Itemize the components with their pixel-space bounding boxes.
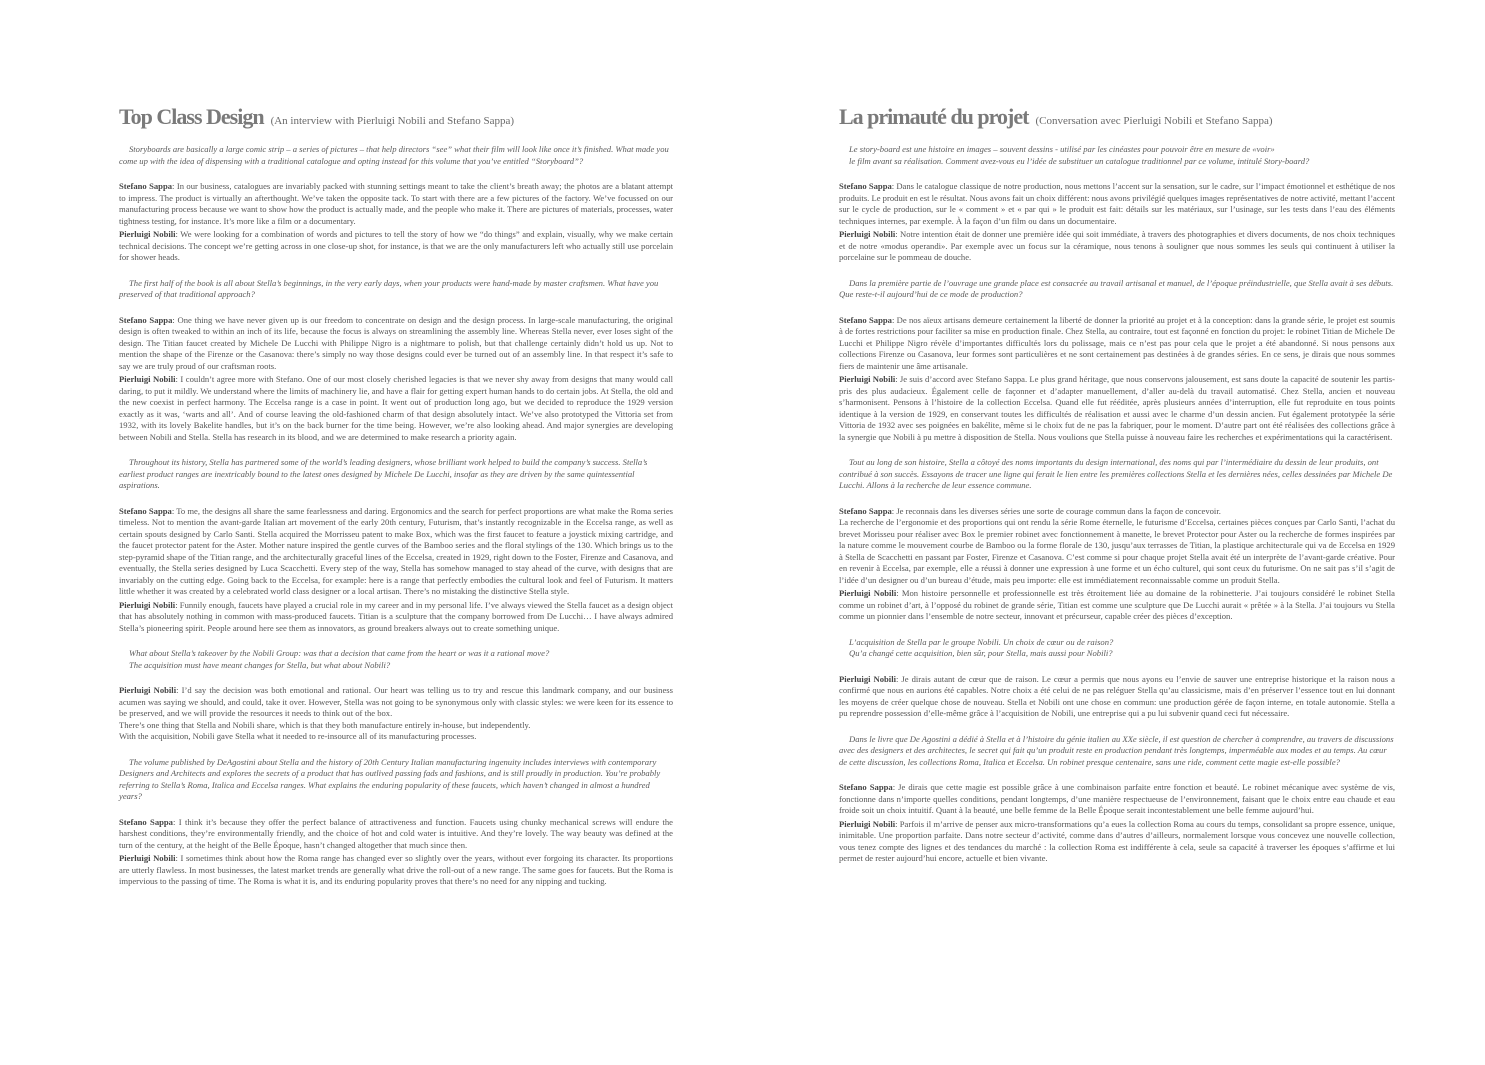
speaker-name: Pierluigi Nobili	[839, 229, 896, 239]
answer-text: : De nos aïeux artisans demeure certainement la liberté de donner la priorité au projet et à la conception: dans la grande série, le projet est soumis à de fortes restrictions pour faciliter sa mise en production finale. Chez Stella, au contraire, tout est façonné en fonction du projet: le robinet Titian de Michele De Lucchi et Philippe Nigro révèle d’importantes difficultés lors du polissage, mais ce n’est pas pour cela que le projet a été abandonné. Si nous pensons aux collections Firenze ou Casanova, leur formes sont particulières et ne sont certainement pas destinées à de grandes séries. En ce sens, je dirais que nous sommes fiers de maintenir une âme artisanale.	[839, 314, 1395, 371]
speaker-name: Stefano Sappa	[839, 314, 892, 325]
answer-text: : I’d say the decision was both emotional and rational. Our heart was telling us to try and rescue this landmark company, and our business acumen was saying we should, and could, take it over. However, Stella was not going to be synonymous only with classic styles: we were keen for its essence to be preserved, and we will provide the resources it needs to think out of the box.	[119, 685, 673, 718]
interview-answer	[839, 229, 1395, 264]
answer-text: : We were looking for a combination of words and pictures to tell the story of how we “do things” and explain, visually, why we make certain technical decisions. The concept we’re getting across in one close-up shot, for instance, is that we are the only manufacturers left who actually still use porcelain for shower heads.	[119, 229, 673, 262]
interview-answer	[119, 817, 673, 852]
interview-question: Tout au long de son histoire, Stella a côtoyé des noms importants du design international, des noms qui par l’intermédiaire du dessin de leur produits, ont contribué à son succès. Essayons de tracer une ligne qui ferait le lien entre les premières collections Stella et les dernières nées, celles dessinées par Michele De Lucchi. Allons à la recherche de leur essence commune.	[839, 457, 1393, 490]
answer-text: : Je reconnais dans les diverses séries une sorte de courage commun dans la façon de concevoir.	[891, 505, 1221, 516]
interview-question	[119, 648, 673, 671]
interview-answer	[839, 782, 1395, 817]
title-subtitle: (Conversation avec Pierluigi Nobili et Stefano Sappa)	[1035, 115, 1273, 127]
speaker-name: Pierluigi Nobili	[119, 853, 176, 863]
page-title	[119, 100, 673, 134]
interview-answer	[839, 588, 1395, 623]
answer-text: : One thing we have never given up is our freedom to concentrate on design and the design process. In large-scale manufacturing, the original design is often tweaked to within an inch of its life, because the focus is always on streamlining the assembly line. Whereas Stella never, ever loses sight of the design. The Titian faucet created by Michele De Lucchi with Philippe Nigro is a nightmare to polish, but that challenge certainly didn’t hold us up. Not to mention the shape of the Firenze or the Casanova: there’s simply no way those designs could ever be turned out of an assembly line. In that respect it’s safe to say we are truly proud of our craftsman roots.	[119, 314, 673, 371]
title-main: Top Class Design	[119, 104, 264, 129]
answer-text: : Parfois il m’arrive de penser aux micro-transformations qu’a eues la collection Roma au cours du temps, consolidant sa propre essence, unique, inimitable. Une proportion parfaite. Dans notre secteur d’activité, comme dans d’autres d’ailleurs, normalement lorsque vous concevez une nouvelle collection, vous tenez compte des lignes et des tendances du marché : la collection Roma est indifférente à cela, seule sa capacité à traverser les époques s’affirme et lui permet de rester aujourd’hui encore, actuelle et bien vivante.	[839, 818, 1395, 863]
answer-text: : I think it’s because they offer the perfect balance of attractiveness and function. Faucets using chunky mechanical screws will endure the harshest conditions, they’re environmentally friendly, and the choice of hot and cold water is intuitive. And they’re lovely. The way beauty was defined at the turn of the century, at the height of the Belle Époque, hasn’t changed altogether that much since then.	[119, 816, 673, 850]
interview-answer	[119, 506, 673, 598]
interview-answer	[119, 181, 673, 227]
answer-text: : Notre intention était de donner une première idée qui soit immédiate, à travers des photographies et divers documents, de nos choix techniques et de notre «modus operandi». Par exemple avec un focus sur la céramique, nous tenons à souligner que nous sommes les seuls qui continuent à utiliser la porcelaine sur le pommeau de douche.	[839, 229, 1395, 262]
question-line: L’acquisition de Stella par le groupe Nobili. Un choix de cœur ou de raison?	[849, 636, 1114, 647]
interview-answer	[119, 685, 673, 743]
answer-line: La recherche de l’ergonomie et des proportions qui ont rendu la série Rome éternelle, le futurisme d’Eccelsa, certaines pièces conçues par Carlo Santi, l’achat du brevet Morisseu pour réaliser avec Box le premier robinet avec fonctionnement à manette, le brevet Protector pour Aster ou la recherche de formes inspirées par la nature comme le mouvement courbe de Bamboo ou la forme florale de 130, jusqu’aux terrasses de Titian, la plastique architecturale qui va de Eccelsa en 1929 à Stella de Scacchetti en passant par Foster, Firenze et Casanova. C’est comme si pour chaque projet Stella avait été un interprète de l’avant-garde créative. Pour en revenir à Eccelsa, par exemple, elle a réussi à donner une expression à une forme et un écho culturel, qui sont ceux du futurisme. On ne sait pas s’il s’agit de l’idée d’un designer ou d’un bureau d’étude, mais peu importe: elle est immédiatement reconnaissable comme un produit Stella.	[839, 517, 1395, 585]
speaker-name: Pierluigi Nobili	[839, 673, 896, 684]
answer-text: : Mon histoire personnelle et professionnelle est très étroitement liée au domaine de la robinetterie. J’ai toujours considéré le robinet Stella comme un robinet d’art, à l’opposé du robinet de grande série, Titian est comme une sculpture que De Lucchi aurait « prêtée » à la Stella. J’ai toujours vu Stella comme un pionnier dans l’ensemble de notre secteur, innovant et précurseur, capable créer des pièces d’exception.	[839, 588, 1395, 621]
interview-answer	[839, 315, 1395, 373]
answer-text: : I sometimes think about how the Roma range has changed ever so slightly over the years, without ever forgoing its character. Its proportions are utterly flawless. In most businesses, the latest market trends are generally what drive the roll-out of a new range. The same goes for faucets. But the Roma is impervious to the passing of time. The Roma is what it is, and its enduring popularity proves that there’s no need for any nipping and tucking.	[119, 853, 673, 886]
title-subtitle: (An interview with Pierluigi Nobili and Stefano Sappa)	[270, 115, 515, 127]
answer-text: : Je dirais autant de cœur que de raison. Le cœur a permis que nous ayons eu l’envie de sauver une entreprise historique et la raison nous a confirmé que nous en aurions été capables. Notre choix a été celui de ne pas reléguer Stella qu’au classicisme, mais d’en préserver l’essence tout en lui donnant les moyens de créer quelque chose de nouveau. Stella et Nobili ont une chose en commun: une production gérée de façon interne, en totale autonomie. Stella a pu reprendre possession d’elle-même grâce à l’acquisition de Nobili, une entreprise qui a pu lui subvenir quand ceci fut nécessaire.	[839, 673, 1395, 718]
answer-text: : Dans le catalogue classique de notre production, nous mettons l’accent sur la sensation, sur le cadre, sur l’impact émotionnel et esthétique de nos produits. Le produit en est le résultat. Nous avons fait un choix différent: nous avons privilégié quelques images représentatives de notre activité, mettant l’accent sur le cycle de production, sur le « comment » et « par qui » le produit est fait: détails sur les matériaux, sur l’usinage, sur les tests dans l’eau des éléments techniques internes, par exemple. À la façon d’un film ou dans un documentaire.	[839, 181, 1395, 226]
answer-text: : Je dirais que cette magie est possible grâce à une combinaison parfaite entre fonction et beauté. Le robinet mécanique avec système de vis, fonctionne dans n’importe quelles conditions, pendant longtemps, d’une manière respectueuse de l’environnement, faisant que le choix entre eau chaude et eau froide soit un choix intuitif. Quant à la beauté, une belle femme de la Belle Époque serait incontestablement une belle femme aujourd’hui.	[839, 782, 1395, 815]
answer-line: There’s one thing that Stella and Nobili share, which is that they both manufacture entirely in-house, but independently.	[119, 719, 531, 730]
speaker-name: Pierluigi Nobili	[839, 374, 896, 384]
interview-question	[839, 144, 1395, 167]
speaker-name: Stefano Sappa	[119, 181, 173, 191]
answer-text: : To me, the designs all share the same fearlessness and daring. Ergonomics and the search for perfect proportions are what make the Roma series timeless. Not to mention the avant-garde Italian art movement of the early 20th century, Futurism, that’s instantly recognizable in the Eccelsa range, as well as certain spouts designed by Carlo Santi. Stella acquired the Morrisseu patent to make Box, which was the first faucet to feature a joystick mixing cartridge, and the faucet protector patent for the Aster. Mother nature inspired the gentle curves of the Bamboo series and the floral stylings of the 130. Which brings us to the step-pyramid shape of the Titian range, and the architecturally graceful lines of the Eccelsa, created in 1929, right down to the Foster, Firenze and Casanova, and eventually, the Stella series designed by Luca Scacchetti. Every step of the way, Stella has somehow managed to stay ahead of the curve, with designs that are invariably on the cutting edge. Going back to the Eccelsa, for example: here is a range that perfectly embodies the cultural look and feel of Futurism. It matters little whether it was created by a celebrated world class designer or a local artisan. There’s no mistaking the distinctive Stella style.	[119, 505, 673, 596]
speaker-name: Stefano Sappa	[839, 782, 893, 792]
answer-text: : I couldn’t agree more with Stefano. One of our most closely cherished legacies is that we never shy away from designs that many would call daring, to put it mildly. We understand where the limits of machinery lie, and have a flair for getting expert human hands to do certain jobs. At Stella, the old and the new coexist in perfect harmony. The Eccelsa range is a case in point. It went out of production long ago, but we decided to reproduce the 1929 version exactly as it was, ‘warts and all’. And of course leaving the old-fashioned charm of that design absolutely intact. We’ve also prototyped the Vittoria set from 1932, with its lovely Bakelite handles, but it’s on the back burner for the time being. However, we’re also looking ahead. And major synergies are developing between Nobili and Stella. Stella has research in its blood, and we are determined to make research a priority again.	[119, 374, 673, 442]
answer-text: : In our business, catalogues are invariably packed with stunning settings meant to take the client’s breath away; the photos are a blatant attempt to impress. The product is virtually an afterthought. We’ve taken the opposite tack. To start with there are a few pictures of the factory. We’ve focussed on our manufacturing process because we want to show how the product is actually made, and the people who make it. There are pictures of materials, processes, water tightness testing, for instance. It’s more like a film or a documentary.	[119, 181, 674, 226]
question-line: What about Stella’s takeover by the Nobili Group: was that a decision that came from the heart or was it a rational move?	[129, 648, 550, 658]
title-main: La primauté du projet	[839, 104, 1029, 129]
interview-answer	[119, 853, 673, 888]
interview-question: The volume published by DeAgostini about Stella and the history of 20th Century Italian manufacturing ingenuity includes interviews with contemporary Designers and Architects and explores the secrets of a product that has outlived passing fads and fashions, and is still proudly in production. You’re probably referring to Stella’s Roma, Italica and Eccelsa ranges. What explains the enduring popularity of these faucets, which haven’t changed in almost a hundred years?	[119, 756, 661, 801]
interview-answer	[119, 600, 673, 635]
left-page	[0, 0, 742, 1065]
interview-answer	[839, 506, 1395, 587]
interview-answer	[119, 315, 673, 373]
interview-question: Storyboards are basically a large comic strip – a series of pictures – that help directors “see” what their film will look like once it’s finished. What made you come up with the idea of dispensing with a traditional catalogue and opting instead for this volume that you’ve entitled “Storyboard”?	[119, 144, 669, 166]
interview-question: Throughout its history, Stella has partnered some of the world’s leading designers, whose brilliant work helped to build the company’s success. Stella’s earliest product ranges are inextricably bound to the latest ones designed by Michele De Lucchi, insofar as they are driven by the same quintessential aspirations.	[119, 457, 648, 490]
interview-answer	[839, 674, 1395, 720]
speaker-name: Pierluigi Nobili	[119, 374, 176, 384]
interview-answer	[119, 374, 673, 443]
right-page	[742, 0, 1484, 1065]
french-interview	[839, 100, 1395, 867]
speaker-name: Stefano Sappa	[119, 816, 173, 827]
interview-answer	[839, 181, 1395, 227]
speaker-name: Stefano Sappa	[119, 314, 173, 325]
speaker-name: Stefano Sappa	[839, 505, 892, 516]
english-interview	[119, 100, 673, 890]
answer-line: With the acquisition, Nobili gave Stella what it needed to re-insource all of its manufacturing processes.	[119, 731, 477, 741]
interview-question: The first half of the book is all about Stella’s beginnings, in the very early days, when your products were hand-made by master craftsmen. What have you preserved of that traditional approach?	[119, 277, 659, 299]
question-line: The acquisition must have meant changes for Stella, but what about Nobili?	[129, 659, 391, 670]
speaker-name: Pierluigi Nobili	[119, 685, 177, 695]
speaker-name: Stefano Sappa	[839, 181, 892, 191]
answer-text: : Je suis d’accord avec Stefano Sappa. Le plus grand héritage, que nous conservons jalousement, est sans doute la capacité de soutenir les partis-pris des plus audacieux. Également celle de façonner et d’adapter manuellement, d’aller au-delà du travail automatisé. Chez Stella, ancien et nouveau s’harmonisent. Pensons à l’histoire de la collection Eccelsa. Quand elle fut rééditée, après plusieurs années d’interruption, elle fut reproduite en tous points identique à la version de 1929, en conservant toutes les difficultés de réalisation et aussi avec le charme d’un dessin ancien. Fut également prototypée la série Vittoria de 1932 avec ses poignées en bakélite, même si le choix fut de ne pas la fabriquer, pour le moment. D’autre part ont été réalisées des collections grâce à la synergie que Nobili à pu mettre à disposition de Stella. Nous voulions que Stella puisse à nouveau faire les recherches et expérimentations qui la caractérisent.	[839, 374, 1395, 442]
question-line: Qu’a changé cette acquisition, bien sûr, pour Stella, mais aussi pour Nobili?	[849, 648, 1113, 658]
answer-text: : Funnily enough, faucets have played a crucial role in my career and in my personal life. I’ve always viewed the Stella faucet as a design object that has absolutely nothing in common with mass-produced faucets. Titian is a sculpture that the company borrowed from De Lucchi… I have always admired Stella’s pioneering spirit. People around here see them as innovators, as ground breakers always out to create something unique.	[119, 599, 673, 633]
speaker-name: Pierluigi Nobili	[839, 818, 896, 829]
speaker-name: Pierluigi Nobili	[119, 599, 176, 610]
question-line: le film avant sa réalisation. Comment avez-vous eu l’idée de substituer un catalogue traditionnel par ce volume, intitulé Story-board?	[849, 155, 1310, 166]
question-line: Le story-board est une histoire en images – souvent dessins - utilisé par les cinéastes pour pouvoir être en mesure de «voir»	[849, 144, 1275, 154]
page-title	[839, 100, 1395, 134]
interview-answer	[839, 374, 1395, 443]
interview-answer	[839, 819, 1395, 865]
speaker-name: Pierluigi Nobili	[839, 588, 897, 598]
interview-question: Dans la première partie de l’ouvrage une grande place est consacrée au travail artisanal et manuel, de l’époque préindustrielle, que Stella avait à ses débuts. Que reste-t-il aujourd’hui de ce mode de production?	[839, 277, 1394, 299]
speaker-name: Pierluigi Nobili	[119, 229, 176, 239]
interview-question	[839, 637, 1395, 660]
interview-answer	[119, 229, 673, 264]
interview-question: Dans le livre que De Agostini a dédié à Stella et à l’histoire du génie italien au XXe siècle, il est question de chercher à comprendre, au travers de discussions avec des designers et des architectes, le secret qui fait qu’un produit reste en production pendant très longtemps, imperméable aux modes et au temps. Au cœur de cette discussion, les collections Roma, Italica et Eccelsa. Un robinet presque centenaire, sans une ride, comment cette magie est-elle possible?	[839, 733, 1394, 767]
speaker-name: Stefano Sappa	[119, 505, 172, 516]
